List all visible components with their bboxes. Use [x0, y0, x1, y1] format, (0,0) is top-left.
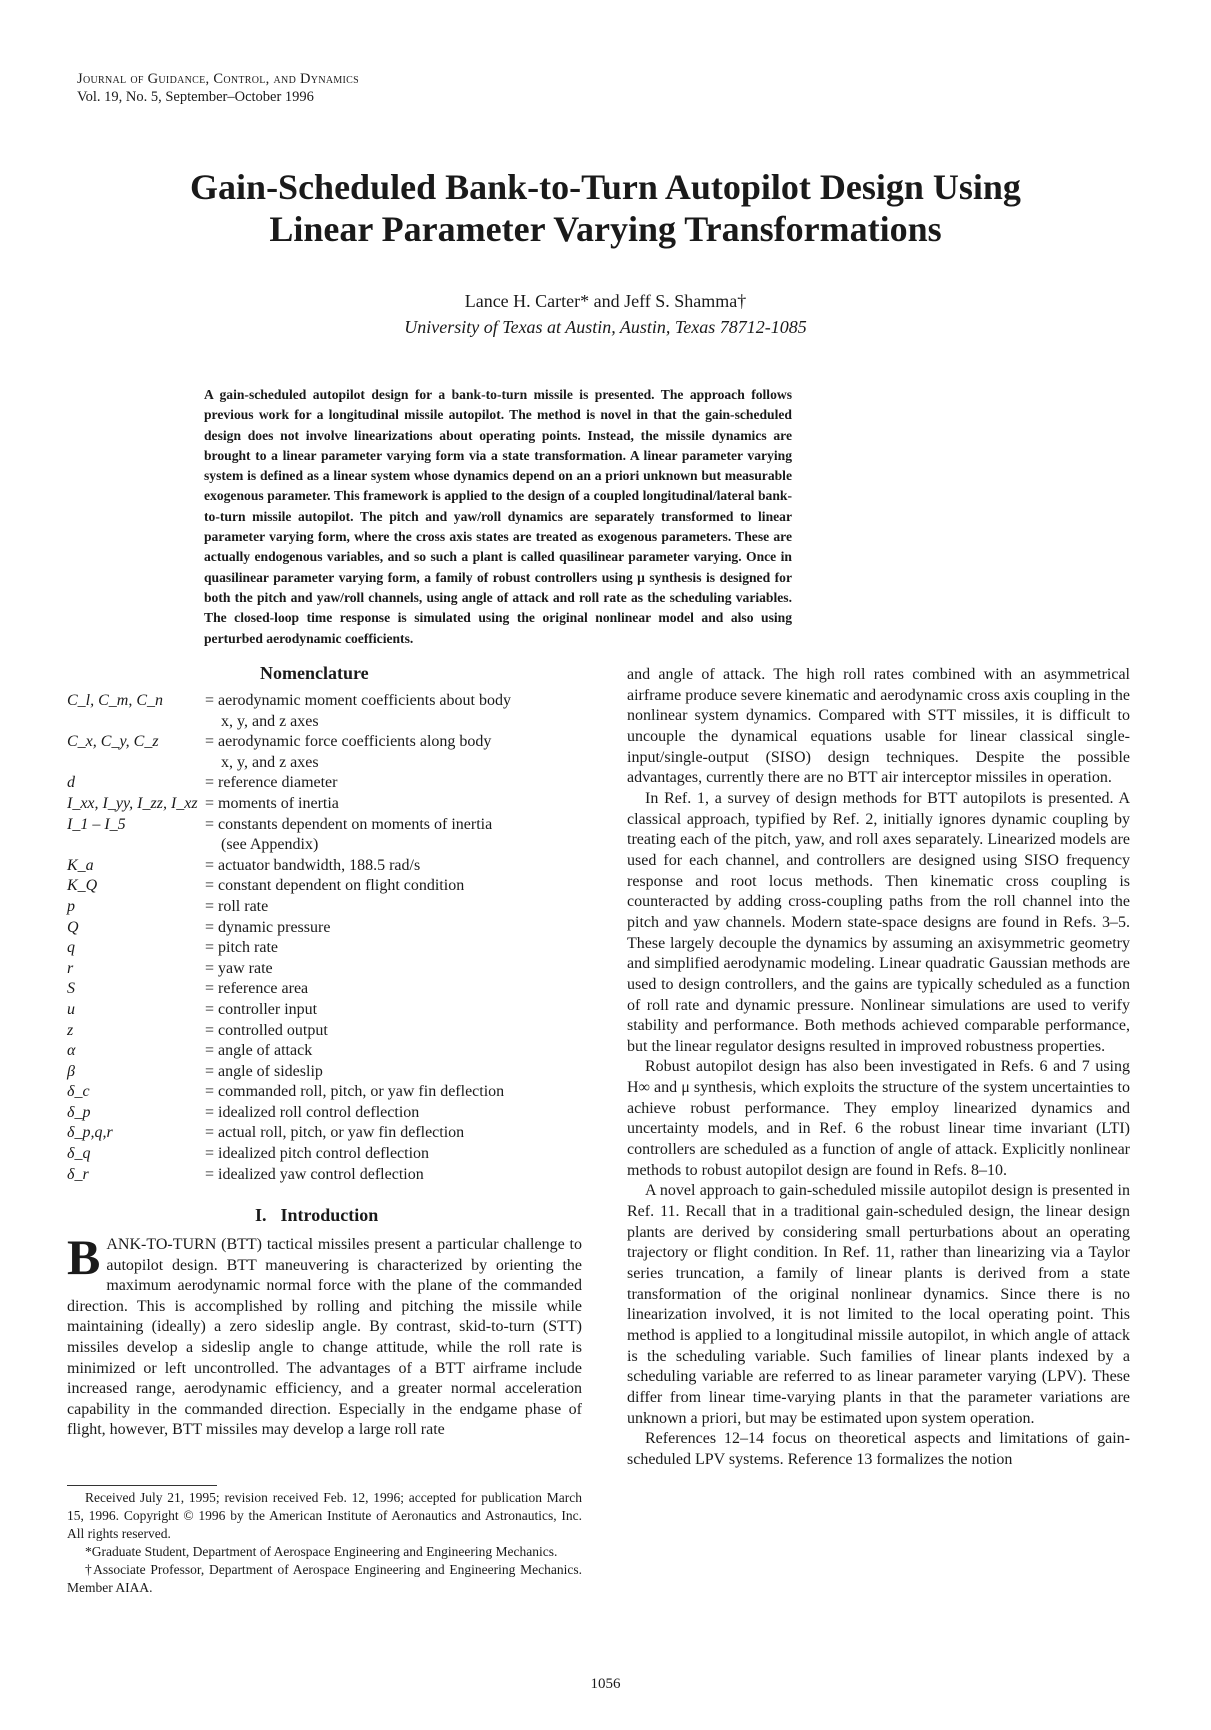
- nom-symbol: q: [67, 939, 75, 957]
- nomenclature-row: [67, 1144, 587, 1165]
- nomenclature-row: [67, 1041, 587, 1062]
- journal-header: [77, 70, 359, 106]
- nom-definition-cont: x, y, and z axes: [221, 712, 319, 730]
- footnote-received: Received July 21, 1995; revision received Feb. 12, 1996; accepted for publication March 15, 1996. Copyright © 1996 by the American Institute of Aeronautics and Astronautics, Inc. All rights reserved.: [67, 1490, 582, 1541]
- nomenclature-row: [67, 773, 587, 794]
- nom-symbol: S: [67, 980, 75, 998]
- footnotes: [67, 1489, 582, 1597]
- nomenclature-row: [67, 1123, 587, 1144]
- nomenclature-heading: Nomenclature: [260, 663, 369, 683]
- footnote-rule: [67, 1485, 217, 1486]
- nom-definition: = commanded roll, pitch, or yaw fin deflection: [205, 1083, 505, 1101]
- nom-symbol: d: [67, 774, 75, 792]
- nom-symbol: Q: [67, 918, 79, 936]
- nom-definition: = yaw rate: [205, 959, 273, 977]
- section-title: Introduction: [280, 1205, 379, 1225]
- intro-text: ANK-TO-TURN (BTT) tactical missiles present a particular challenge to autopilot design. BTT maneuvering is characterized by orienting the maximum aerodynamic normal force with the plane of the commanded direction. This is accomplished by rolling and pitching the missile while maintaining (ideally) a zero sideslip angle. By contrast, skid-to-turn (STT) missiles develop a sideslip angle to change attitude, while the roll rate is minimized or left uncontrolled. The advantages of a BTT airframe include increased range, aerodynamic efficiency, and a greater normal acceleration capability in the commanded direction. Especially in the endgame phase of flight, however, BTT missiles may develop a large roll rate: [67, 1236, 582, 1439]
- body-paragraph: References 12–14 focus on theoretical aspects and limitations of gain-scheduled LPV systems. Reference 13 formalizes the notion: [627, 1430, 1130, 1468]
- nom-symbol: C_x, C_y, C_z: [67, 733, 159, 751]
- nom-symbol: δ_p: [67, 1103, 91, 1121]
- title-line-1: Gain-Scheduled Bank-to-Turn Autopilot Design Using: [190, 167, 1021, 207]
- body-paragraph: and angle of attack. The high roll rates combined with an asymmetrical airframe produce severe kinematic and aerodynamic cross axis coupling in the nonlinear system dynamics. Compared with STT missiles, it is difficult to uncouple the dynamical equations usable for linear classical single-input/single-output (SISO) design techniques. Despite the possible advantages, currently there are no BTT air interceptor missiles in operation.: [627, 666, 1130, 787]
- nomenclature-row: [67, 815, 587, 856]
- nom-definition: = idealized yaw control deflection: [205, 1165, 424, 1183]
- nom-definition: = reference area: [205, 980, 309, 998]
- intro-paragraph: [67, 1229, 582, 1441]
- nom-symbol: β: [67, 1062, 75, 1080]
- nomenclature-row: [67, 876, 587, 897]
- nom-definition: = controlled output: [205, 1021, 328, 1039]
- body-paragraph: In Ref. 1, a survey of design methods for BTT autopilots is presented. A classical approach, typified by Ref. 2, initially ignores dynamic coupling by treating each of the pitch, yaw, and roll axes separately. Linearized models are used for each channel, and controllers are designed using SISO frequency response and root locus methods. Then kinematic cross coupling is counteracted by adding cross-coupling paths from the roll channel into the pitch and yaw channels. Modern state-space designs are found in Refs. 3–5. These largely decouple the dynamics by assuming an axisymmetric geometry and simplified aerodynamic modeling. Linear quadratic Gaussian methods are used to design controllers, and the gains are typically scheduled as a function of roll rate and dynamic pressure. Nonlinear simulations are used to verify stability and performance. Both methods achieved comparable performance, but the linear regulator designs resulted in improved robustness properties.: [627, 789, 1130, 1055]
- nom-symbol: δ_r: [67, 1165, 89, 1183]
- nom-definition: = aerodynamic force coefficients along body: [205, 733, 492, 751]
- nom-symbol: r: [67, 959, 74, 977]
- nomenclature-row: [67, 897, 587, 918]
- body-paragraph: A novel approach to gain-scheduled missile autopilot design is presented in Ref. 11. Recall that in a traditional gain-scheduled design, the linear design plants are derived by considering small perturbations about an operating trajectory or flight condition. In Ref. 11, rather than linearizing via a Taylor series truncation, a family of linear plants is derived from a state transformation of the original nonlinear dynamics. Since there is no linearization involved, it is not limited to the local operating point. This method is applied to a longitudinal missile autopilot, in which angle of attack is the scheduling variable. Such families of linear plants indexed by a scheduling variable are referred to as linear parameter varying (LPV). These differ from linear time-varying plants in that the parameter variations are unknown a priori, but may be estimated upon system operation.: [627, 1182, 1130, 1427]
- nomenclature-row: [67, 1165, 587, 1186]
- authors: Lance H. Carter* and Jeff S. Shamma†: [464, 291, 747, 311]
- nom-definition: = roll rate: [205, 897, 269, 915]
- nom-symbol: C_l, C_m, C_n: [67, 692, 164, 709]
- nomenclature-row: [67, 691, 587, 732]
- nom-symbol: I_1 – I_5: [67, 815, 126, 833]
- section-heading: [255, 1205, 378, 1226]
- journal-issue: Vol. 19, No. 5, September–October 1996: [77, 89, 314, 105]
- nom-symbol: δ_q: [67, 1145, 91, 1163]
- nom-definition: = reference diameter: [205, 774, 338, 792]
- nom-definition: = actuator bandwidth, 188.5 rad/s: [205, 856, 421, 874]
- nom-symbol: z: [67, 1021, 74, 1039]
- footnote-author-1: *Graduate Student, Department of Aerospace Engineering and Engineering Mechanics.: [85, 1544, 558, 1559]
- nomenclature-list: [67, 691, 587, 1185]
- right-column: [627, 665, 1130, 1471]
- section-number: I.: [255, 1205, 267, 1225]
- footnote-author-2: †Associate Professor, Department of Aerospace Engineering and Engineering Mechanics. Member AIAA.: [67, 1562, 582, 1595]
- nom-definition: = angle of attack: [205, 1042, 313, 1060]
- nom-definition: = constants dependent on moments of inertia: [205, 815, 493, 833]
- nomenclature-row: [67, 959, 587, 980]
- nom-definition-cont: (see Appendix): [221, 836, 319, 854]
- nomenclature-row: [67, 1103, 587, 1124]
- nom-definition: = dynamic pressure: [205, 918, 331, 936]
- nomenclature-row: [67, 918, 587, 939]
- paper-title: [60, 166, 1151, 250]
- nom-symbol: K_a: [67, 856, 94, 874]
- nomenclature-row: [67, 732, 587, 773]
- nom-definition: = aerodynamic moment coefficients about body: [205, 692, 511, 709]
- page-number: 1056: [590, 1676, 621, 1692]
- dropcap: B: [67, 1229, 101, 1285]
- nom-definition: = actual roll, pitch, or yaw fin deflection: [205, 1124, 465, 1142]
- title-line-2: Linear Parameter Varying Transformations: [269, 209, 942, 249]
- nomenclature-row: [67, 794, 587, 815]
- nomenclature-row: [67, 979, 587, 1000]
- nom-symbol: p: [67, 897, 75, 915]
- abstract: A gain-scheduled autopilot design for a bank-to-turn missile is presented. The approach follows previous work for a longitudinal missile autopilot. The method is novel in that the gain-scheduled design does not involve linearizations about operating points. Instead, the missile dynamics are brought to a linear parameter varying form via a state transformation. A linear parameter varying system is defined as a linear system whose dynamics depend on an a priori unknown but measurable exogenous parameter. This framework is applied to the design of a coupled longitudinal/lateral bank-to-turn missile autopilot. The pitch and yaw/roll dynamics are separately transformed to linear parameter varying form, where the cross axis states are treated as exogenous parameters. These are actually endogenous variables, and so such a plant is called quasilinear parameter varying. Once in quasilinear parameter varying form, a family of robust controllers using μ synthesis is designed for both the pitch and yaw/roll channels, using angle of attack and roll rate as the scheduling variables. The closed-loop time response is simulated using the original nonlinear model and also using perturbed aerodynamic coefficients.: [204, 387, 792, 646]
- nomenclature-row: [67, 1082, 587, 1103]
- nom-symbol: δ_p,q,r: [67, 1124, 113, 1142]
- nom-symbol: δ_c: [67, 1083, 90, 1101]
- journal-name: Journal of Guidance, Control, and Dynamics: [77, 71, 360, 87]
- nomenclature-row: [67, 1000, 587, 1021]
- nomenclature-row: [67, 856, 587, 877]
- nom-definition: = constant dependent on flight condition: [205, 877, 465, 895]
- nomenclature-row: [67, 1062, 587, 1083]
- nom-symbol: I_xx, I_yy, I_zz, I_xz: [67, 794, 198, 812]
- nom-definition: = idealized pitch control deflection: [205, 1145, 430, 1163]
- nom-definition: = angle of sideslip: [205, 1062, 323, 1080]
- nomenclature-row: [67, 1021, 587, 1042]
- nom-symbol: u: [67, 1000, 75, 1018]
- nom-definition: = idealized roll control deflection: [205, 1103, 420, 1121]
- nom-definition-cont: x, y, and z axes: [221, 753, 319, 771]
- nomenclature-row: [67, 938, 587, 959]
- nom-definition: = controller input: [205, 1000, 318, 1018]
- nom-definition: = moments of inertia: [205, 794, 339, 812]
- nom-definition: = pitch rate: [205, 939, 278, 957]
- body-paragraph: Robust autopilot design has also been investigated in Refs. 6 and 7 using H∞ and μ synthesis, which exploits the structure of the system uncertainties to achieve robust performance. They employ linearized dynamics and uncertainty models, and in Ref. 6 the robust linear time invariant (LTI) controllers are scheduled as a function of angle of attack. Explicitly nonlinear methods to robust autopilot design are found in Refs. 8–10.: [627, 1058, 1130, 1179]
- nom-symbol: α: [67, 1042, 76, 1060]
- affiliation: University of Texas at Austin, Austin, Texas 78712-1085: [404, 317, 807, 337]
- nom-symbol: K_Q: [67, 877, 98, 895]
